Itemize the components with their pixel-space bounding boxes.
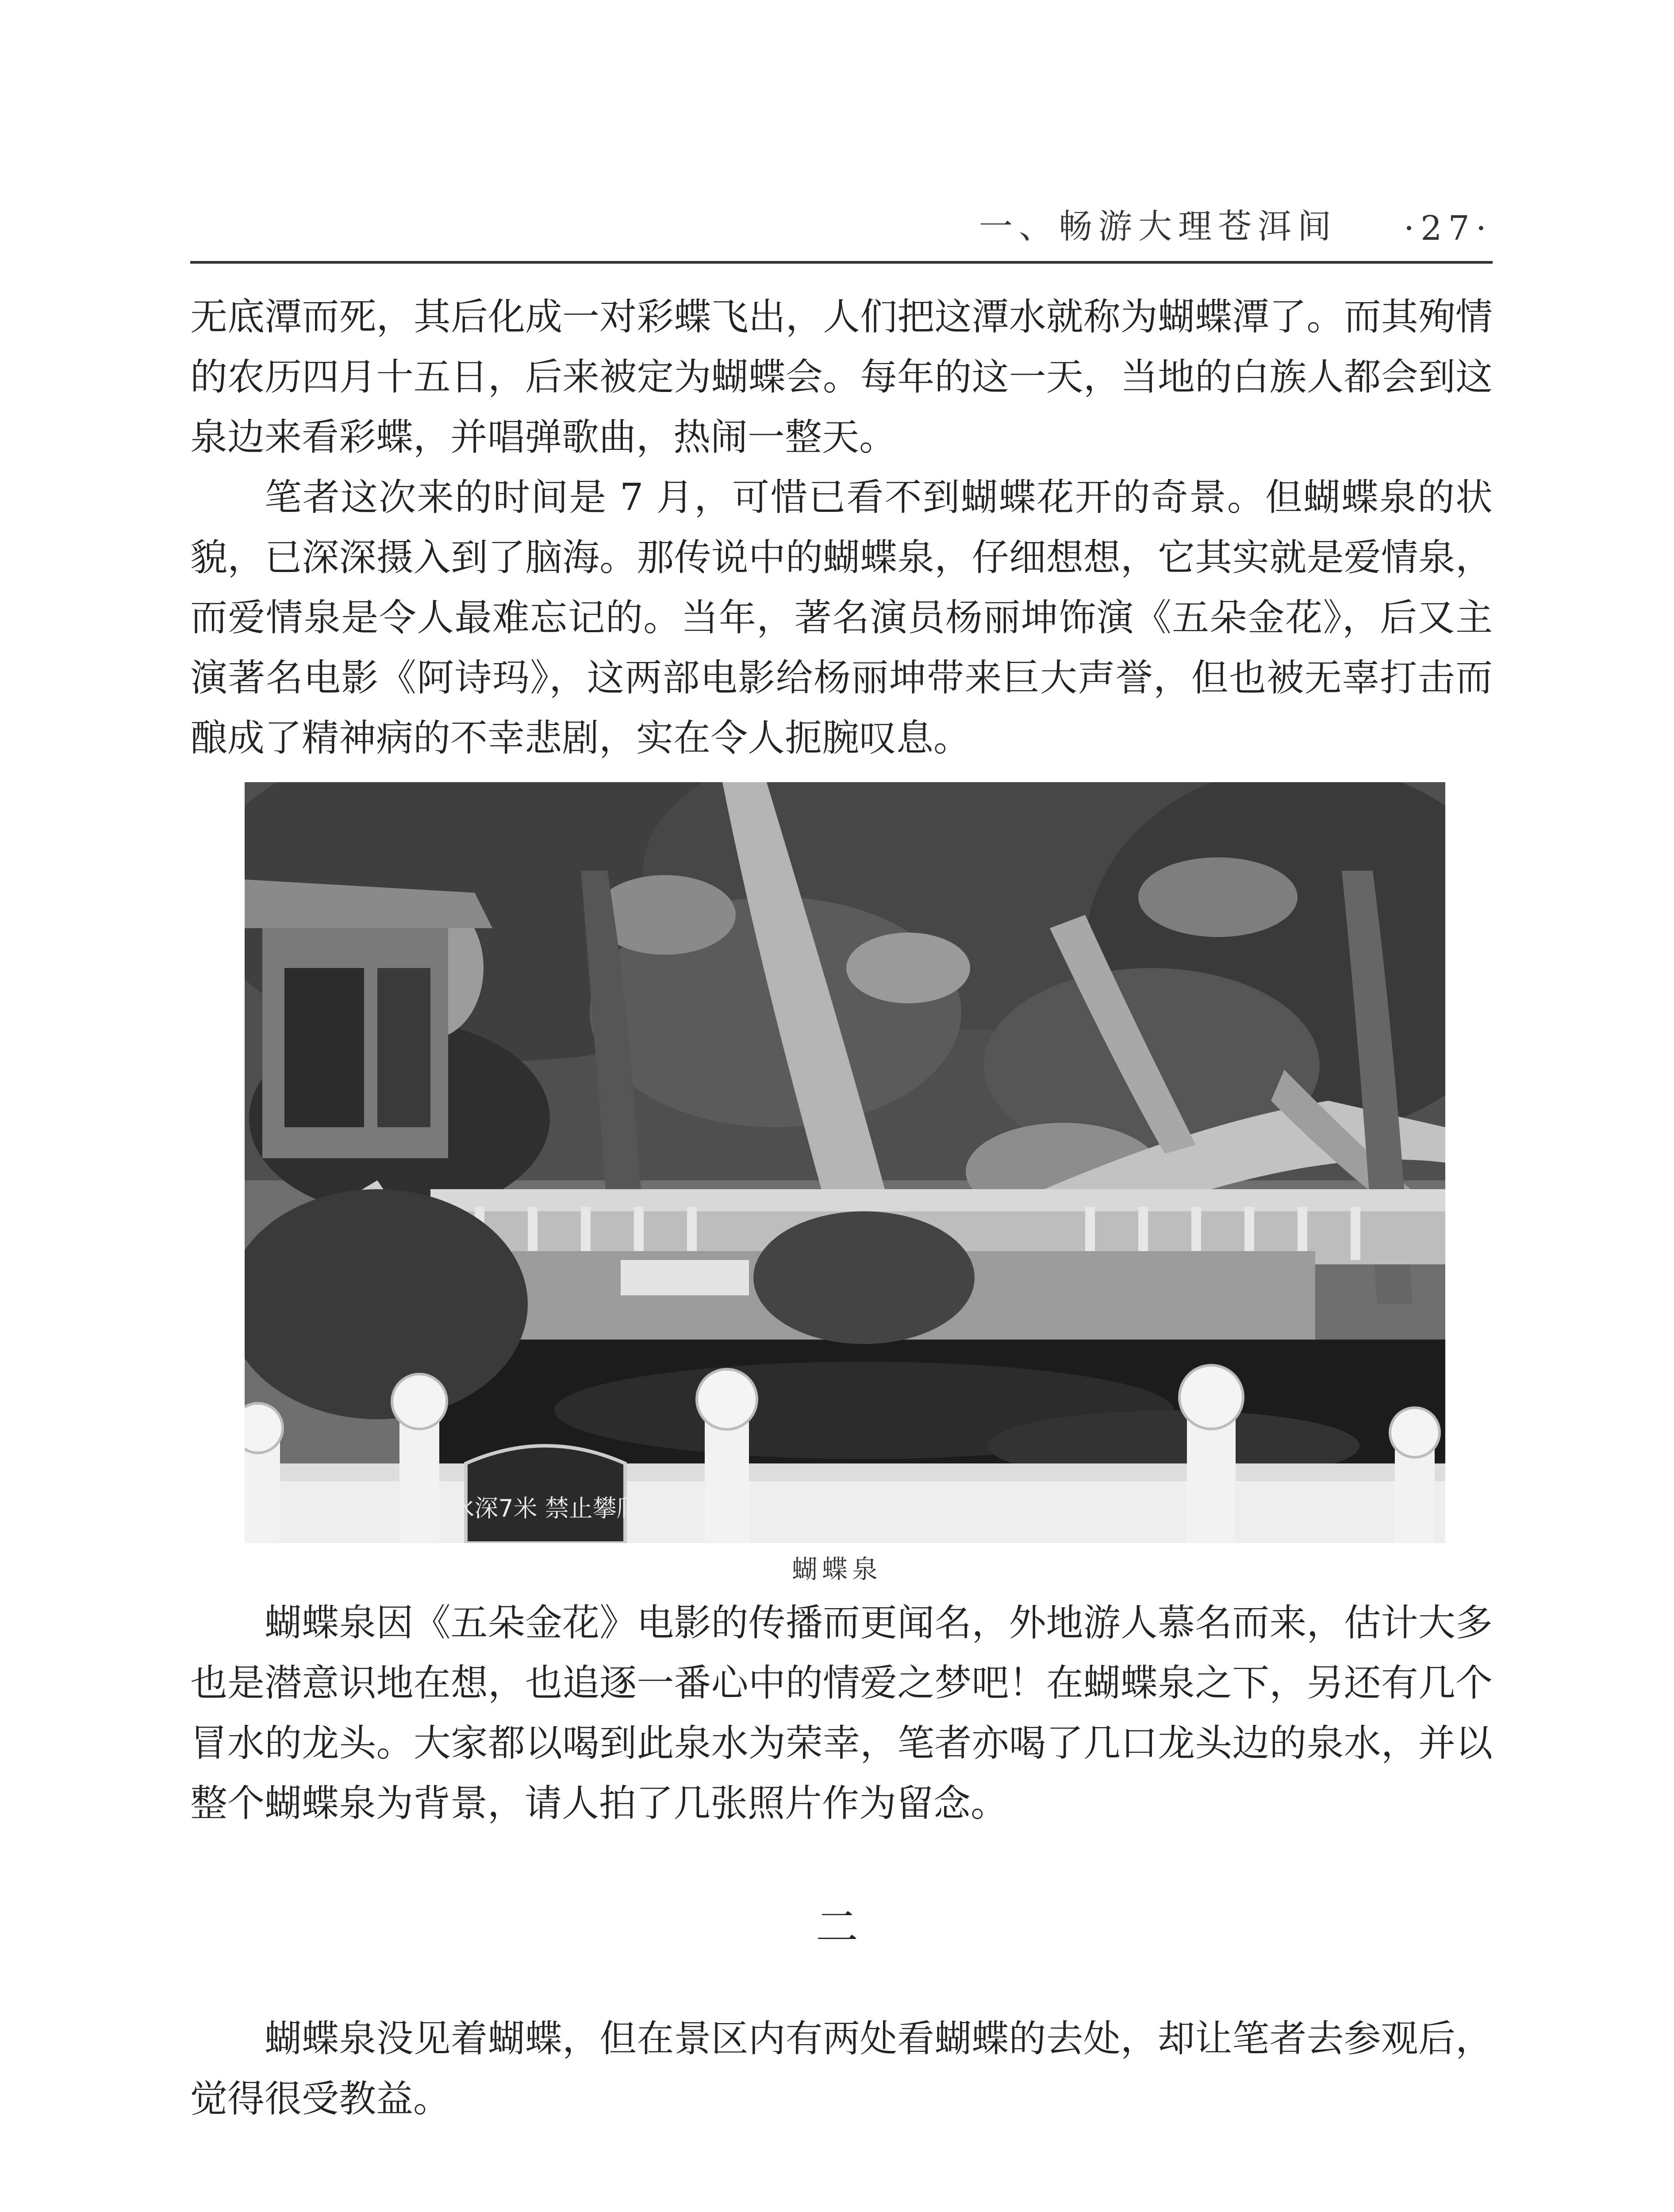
body-text-bottom — [190, 2008, 1493, 2129]
chapter-title: 一、畅游大理苍洱间 — [979, 207, 1337, 246]
paragraph-continued: 无底潭而死，其后化成一对彩蝶飞出，人们把这潭水就称为蝴蝶潭了。而其殉情的农历四月十五日，后来被定为蝴蝶会。每年的这一天，当地的白族人都会到这泉边来看彩蝶，并唱弹歌曲，热闹一整天。 — [190, 295, 1493, 459]
butterfly-spring-photo — [245, 782, 1445, 1543]
paragraph: 蝴蝶泉没见着蝴蝶，但在景区内有两处看蝴蝶的去处，却让笔者去参观后，觉得很受教益。 — [190, 2017, 1493, 2120]
paragraph: 蝴蝶泉因《五朵金花》电影的传播而更闻名，外地游人慕名而来，估计大多也是潜意识地在想，也追逐一番心中的情爱之梦吧！在蝴蝶泉之下，另还有几个冒水的龙头。大家都以喝到此泉水为荣幸，笔者亦喝了几口龙头边的泉水，并以整个蝴蝶泉为背景，请人拍了几张照片作为留念。 — [190, 1601, 1493, 1825]
body-text-mid — [190, 1593, 1493, 1833]
figure-caption: 蝴蝶泉 — [791, 1554, 882, 1584]
warning-sign-text: 水深7米 禁止攀爬 — [450, 1494, 641, 1522]
body-text-top — [190, 287, 1493, 768]
paragraph: 笔者这次来的时间是 7 月，可惜已看不到蝴蝶花开的奇景。但蝴蝶泉的状貌，已深深摄入到了脑海。那传说中的蝴蝶泉，仔细想想，它其实就是爱情泉，而爱情泉是令人最难忘记的。当年，著名演员杨丽坤饰演《五朵金花》，后又主演著名电影《阿诗玛》，这两部电影给杨丽坤带来巨大声誉，但也被无辜打击而酿成了精神病的不幸悲剧，实在令人扼腕叹息。 — [190, 476, 1493, 760]
page-number: ·27· — [1403, 208, 1493, 248]
section-number: 二 — [816, 1902, 858, 1952]
header-rule — [190, 261, 1493, 264]
running-header — [190, 190, 1493, 248]
